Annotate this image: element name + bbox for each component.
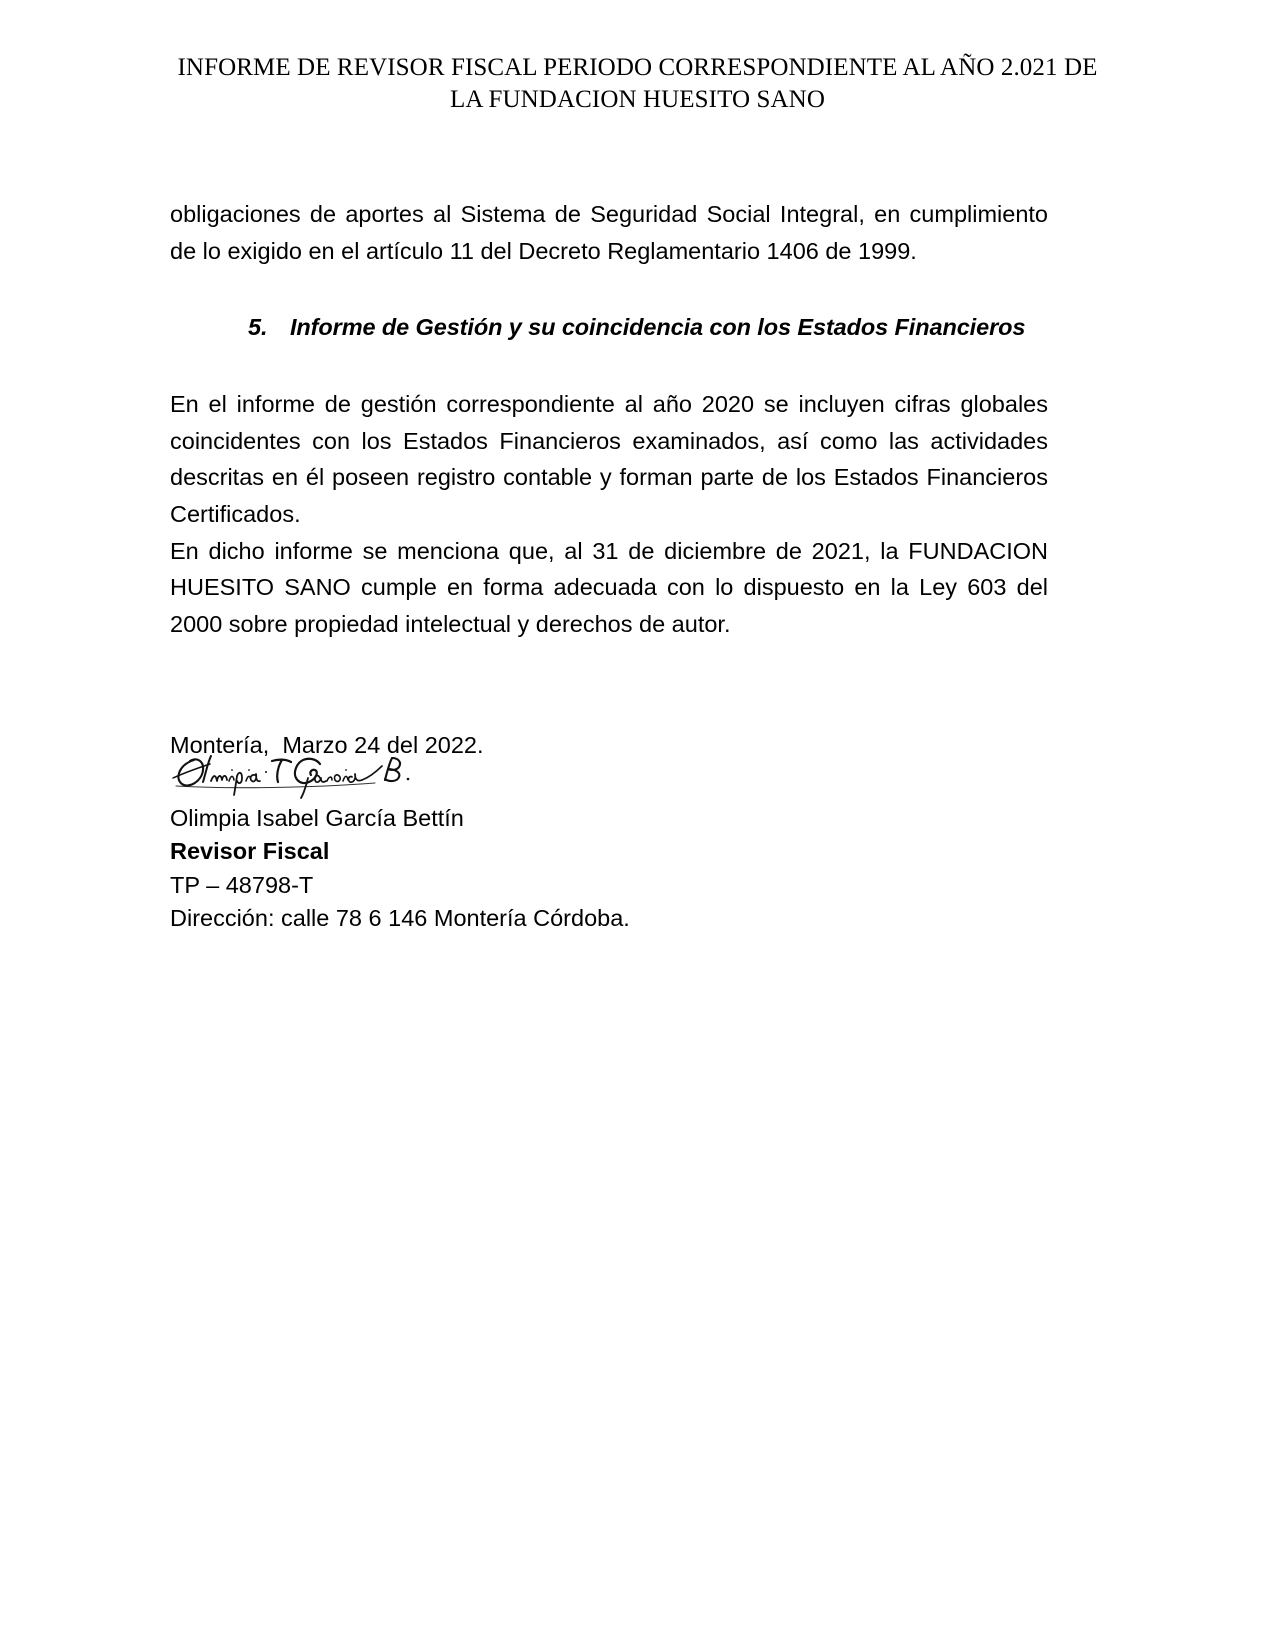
document-body xyxy=(170,196,1048,763)
document-header xyxy=(170,52,1105,116)
signer-license: TP – 48798-T xyxy=(170,871,314,898)
paragraph-continued: obligaciones de aportes al Sistema de Seguridad Social Integral, en cumplimiento de lo exigido en el artículo 11 del Decreto Reglamentario 1406 de 1999. xyxy=(170,201,1048,264)
header-line-1: INFORME DE REVISOR FISCAL PERIODO CORRESPONDIENTE AL AÑO 2.021 DE xyxy=(177,54,1098,81)
signer-name: Olimpia Isabel García Bettín xyxy=(170,805,464,831)
signer-address: Dirección: calle 78 6 146 Montería Córdoba. xyxy=(170,905,630,932)
paragraph-2: En dicho informe se menciona que, al 31 de diciembre de 2021, la FUNDACION HUESITO SANO cumple en forma adecuada con lo dispuesto en la Ley 603 del 2000 sobre propiedad intelectual y derechos de autor. xyxy=(170,537,1048,637)
spacer xyxy=(170,269,1048,309)
header-line-2: LA FUNDACION HUESITO SANO xyxy=(450,86,825,113)
spacer xyxy=(170,643,1048,701)
paragraph-1: En el informe de gestión correspondiente al año 2020 se incluyen cifras globales coincidentes con los Estados Financieros examinados, así como las actividades descritas en él poseen registro contable y forman parte de los Estados Financieros Certificados. xyxy=(170,390,1048,527)
signer-role: Revisor Fiscal xyxy=(170,838,330,865)
section-number: 5. xyxy=(248,314,268,341)
handwritten-signature-icon xyxy=(170,748,470,800)
signature-block xyxy=(170,748,870,935)
spacer xyxy=(170,701,1048,727)
spacer xyxy=(170,346,1048,386)
date-line: Montería, Marzo 24 del 2022. xyxy=(170,731,484,758)
section-title: Informe de Gestión y su coincidencia con los Estados Financieros xyxy=(290,314,1026,341)
section-heading-5 xyxy=(170,309,1048,346)
